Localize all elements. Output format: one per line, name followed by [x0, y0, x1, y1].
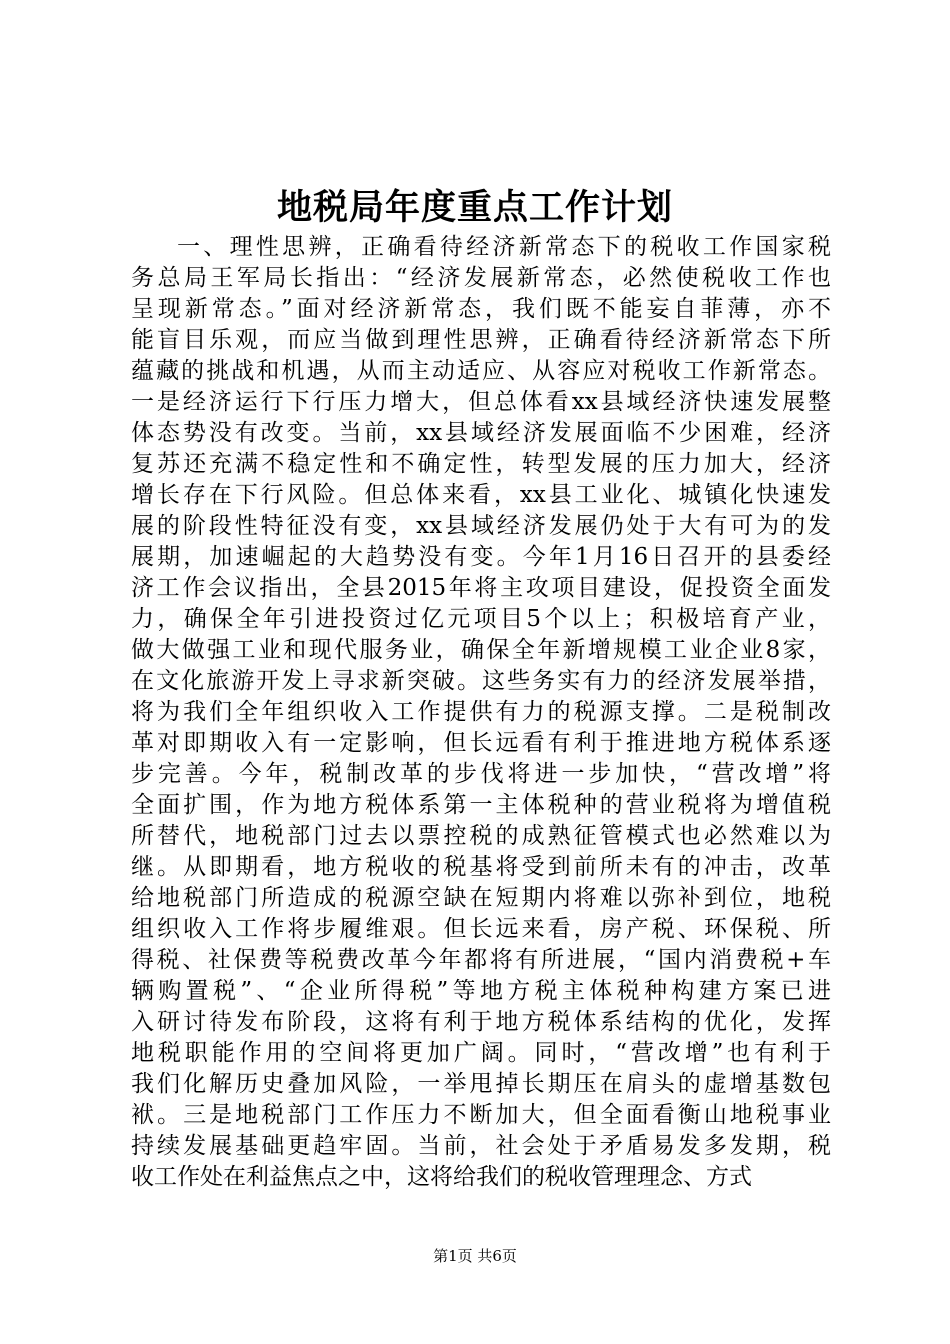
body-line: 继。从即期看，地方税收的税基将受到前所未有的冲击，改革 [131, 854, 831, 880]
body-line: 所替代，地税部门过去以票控税的成熟征管模式也必然难以为 [131, 823, 831, 849]
body-line: 辆购置税”、“企业所得税”等地方税主体税种构建方案已进 [131, 978, 831, 1004]
body-line: 力，确保全年引进投资过亿元项目5个以上；积极培育产业， [131, 606, 831, 632]
body-line: 地税职能作用的空间将更加广阔。同时，“营改增”也有利于 [131, 1040, 831, 1066]
body-line: 体态势没有改变。当前，xx县域经济发展面临不少困难，经济 [131, 420, 831, 446]
body-line: 持续发展基础更趋牢固。当前，社会处于矛盾易发多发期，税 [131, 1133, 831, 1159]
body-line: 在文化旅游开发上寻求新突破。这些务实有力的经济发展举措， [131, 668, 831, 694]
page-footer: 第1页 共6页 [433, 1247, 517, 1265]
body-line: 给地税部门所造成的税源空缺在短期内将难以弥补到位，地税 [131, 885, 831, 911]
body-line: 务总局王军局长指出：“经济发展新常态，必然使税收工作也 [131, 265, 831, 291]
body-line: 呈现新常态。”面对经济新常态，我们既不能妄自菲薄，亦不 [131, 296, 831, 322]
body-line: 袱。三是地税部门工作压力不断加大，但全面看衡山地税事业 [131, 1102, 831, 1128]
body-line: 增长存在下行风险。但总体来看，xx县工业化、城镇化快速发 [131, 482, 831, 508]
body-line: 革对即期收入有一定影响，但长远看有利于推进地方税体系逐 [131, 730, 831, 756]
body-line: 蕴藏的挑战和机遇，从而主动适应、从容应对税收工作新常态。 [131, 358, 831, 384]
body-line: 一、理性思辨，正确看待经济新常态下的税收工作国家税 [177, 234, 831, 260]
body-line: 我们化解历史叠加风险，一举甩掉长期压在肩头的虚增基数包 [131, 1071, 831, 1097]
body-line: 将为我们全年组织收入工作提供有力的税源支撑。二是税制改 [131, 699, 831, 725]
document-body [131, 232, 831, 1193]
body-line: 入研讨待发布阶段，这将有利于地方税体系结构的优化，发挥 [131, 1009, 831, 1035]
body-line: 收工作处在利益焦点之中，这将给我们的税收管理理念、方式 [131, 1164, 752, 1190]
body-line: 展期，加速崛起的大趋势没有变。今年1月16日召开的县委经 [131, 544, 831, 570]
document-title: 地税局年度重点工作计划 [276, 187, 673, 228]
body-line: 得税、社保费等税费改革今年都将有所进展，“国内消费税+车 [131, 947, 831, 973]
body-line: 全面扩围，作为地方税体系第一主体税种的营业税将为增值税 [131, 792, 831, 818]
body-line: 做大做强工业和现代服务业，确保全年新增规模工业企业8家， [131, 637, 831, 663]
body-line: 展的阶段性特征没有变，xx县域经济发展仍处于大有可为的发 [131, 513, 831, 539]
body-line: 济工作会议指出，全县2015年将主攻项目建设，促投资全面发 [131, 575, 831, 601]
body-line: 组织收入工作将步履维艰。但长远来看，房产税、环保税、所 [131, 916, 831, 942]
body-line: 步完善。今年，税制改革的步伐将进一步加快，“营改增”将 [131, 761, 831, 787]
body-line: 一是经济运行下行压力增大，但总体看xx县域经济快速发展整 [131, 389, 831, 415]
body-line: 能盲目乐观，而应当做到理性思辨，正确看待经济新常态下所 [131, 327, 831, 353]
body-line: 复苏还充满不稳定性和不确定性，转型发展的压力加大，经济 [131, 451, 831, 477]
